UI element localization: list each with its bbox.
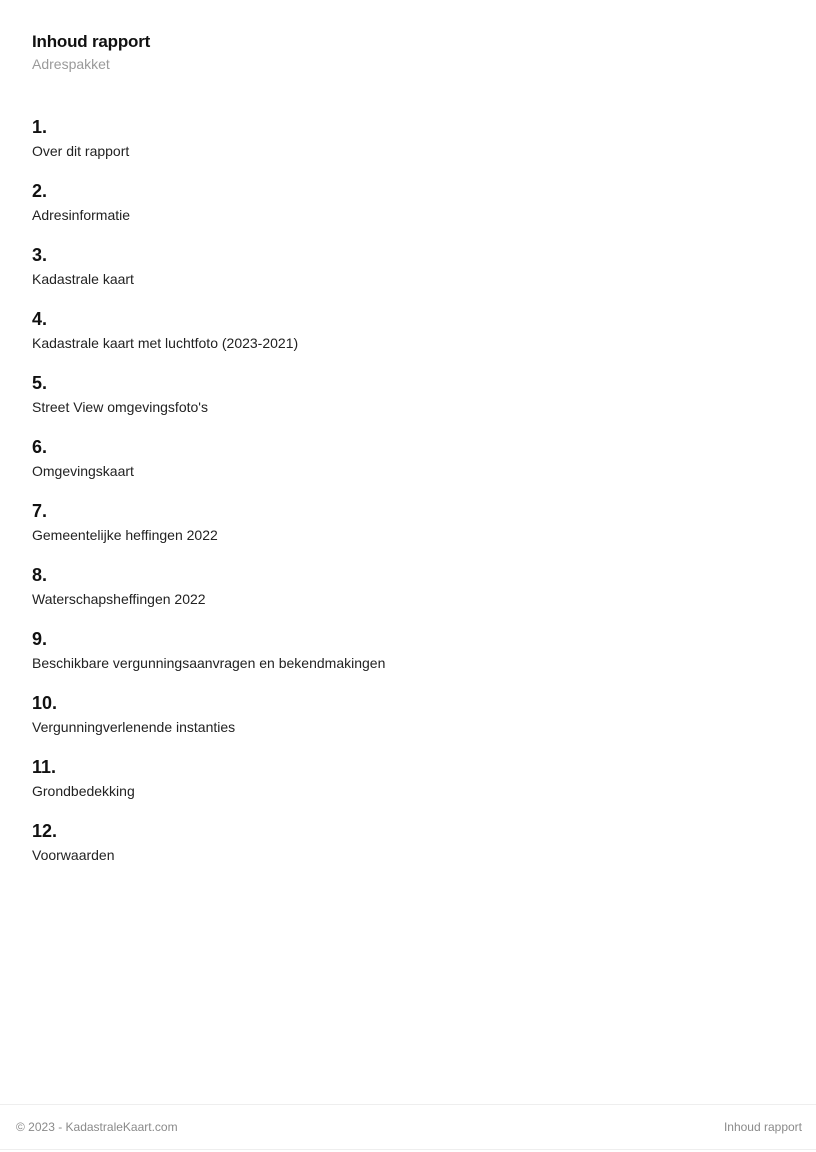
- page-footer: [0, 1104, 816, 1150]
- page-title: Inhoud rapport: [32, 32, 151, 51]
- footer-copyright: © 2023 - KadastraleKaart.com: [16, 1120, 178, 1134]
- toc-item-1[interactable]: [32, 116, 385, 180]
- toc-number: 2.: [32, 181, 48, 201]
- toc-label: Vergunningverlenende instanties: [32, 719, 236, 735]
- toc-item-6[interactable]: [32, 436, 385, 500]
- toc-label: Voorwaarden: [32, 847, 115, 863]
- toc-number: 5.: [32, 373, 48, 393]
- toc-number: 9.: [32, 629, 48, 649]
- page-subtitle: Adrespakket: [32, 56, 110, 72]
- toc-number: 7.: [32, 501, 48, 521]
- toc-item-9[interactable]: [32, 628, 385, 692]
- toc-number: 8.: [32, 565, 48, 585]
- toc-number: 11.: [32, 757, 57, 777]
- toc-item-11[interactable]: [32, 756, 385, 820]
- toc-number: 3.: [32, 245, 48, 265]
- toc-label: Adresinformatie: [32, 207, 131, 223]
- toc-label: Grondbedekking: [32, 783, 135, 799]
- toc-number: 4.: [32, 309, 48, 329]
- toc-label: Omgevingskaart: [32, 463, 134, 479]
- footer-section-title: Inhoud rapport: [723, 1120, 802, 1134]
- toc-label: Street View omgevingsfoto's: [32, 399, 208, 415]
- toc-item-7[interactable]: [32, 500, 385, 564]
- toc-label: Over dit rapport: [32, 143, 130, 159]
- toc-label: Kadastrale kaart met luchtfoto (2023-2021): [32, 335, 299, 351]
- toc-item-3[interactable]: [32, 244, 385, 308]
- toc-item-5[interactable]: [32, 372, 385, 436]
- toc-number: 10.: [32, 693, 58, 713]
- toc-label: Waterschapsheffingen 2022: [32, 591, 206, 607]
- toc-item-10[interactable]: [32, 692, 385, 756]
- toc-label: Kadastrale kaart: [32, 271, 134, 287]
- toc-number: 12.: [32, 821, 58, 841]
- toc-number: 1.: [32, 117, 48, 137]
- toc-item-12[interactable]: [32, 820, 385, 884]
- toc-number: 6.: [32, 437, 48, 457]
- toc-label: Gemeentelijke heffingen 2022: [32, 527, 218, 543]
- toc-item-2[interactable]: [32, 180, 385, 244]
- page-header: [32, 31, 150, 74]
- table-of-contents: [32, 116, 385, 884]
- toc-item-8[interactable]: [32, 564, 385, 628]
- toc-item-4[interactable]: [32, 308, 385, 372]
- toc-label: Beschikbare vergunningsaanvragen en bekendmakingen: [32, 655, 386, 671]
